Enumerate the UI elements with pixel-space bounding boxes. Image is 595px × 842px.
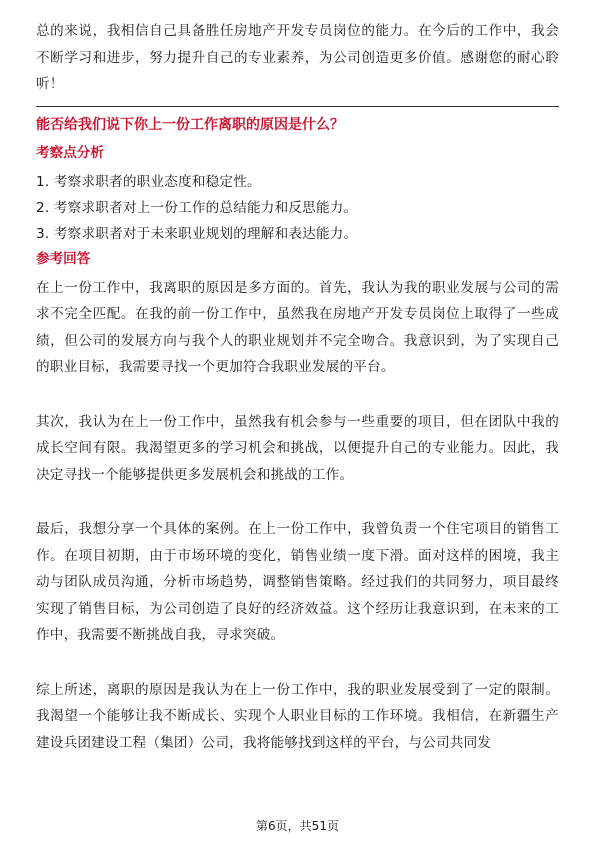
document-page <box>36 18 559 756</box>
page-number: 第6页，共51页 <box>256 819 339 833</box>
analysis-title: 考察点分析 <box>36 144 104 161</box>
intro-paragraph: 总的来说，我相信自己具备胜任房地产开发专员岗位的能力。在今后的工作中，我会不断学习和进步，努力提升自己的专业素养，为公司创造更多价值。感谢您的耐心聆听！ <box>36 23 559 92</box>
analysis-item: 2. 考察求职者对上一份工作的总结能力和反思能力。 <box>36 199 358 216</box>
analysis-item: 3. 考察求职者对于未来职业规划的理解和表达能力。 <box>36 225 358 242</box>
analysis-item: 1. 考察求职者的职业态度和稳定性。 <box>36 173 261 190</box>
answer-paragraph: 最后，我想分享一个具体的案例。在上一份工作中，我曾负责一个住宅项目的销售工作。在项目初期，由于市场环境的变化，销售业绩一度下滑。面对这样的困境，我主动与团队成员沟通，分析市场趋势，调整销售策略。经过我们的共同努力，项目最终实现了销售目标，为公司创造了良好的经济效益。这个经历让我意识到，在未来的工作中，我需要不断挑战自我，寻求突破。 <box>36 521 559 643</box>
answer-paragraph: 其次，我认为在上一份工作中，虽然我有机会参与一些重要的项目，但在团队中我的成长空间有限。我渴望更多的学习机会和挑战，以便提升自己的专业能力。因此，我决定寻找一个能够提供更多发展机会和挑战的工作。 <box>36 413 559 483</box>
answer-title: 参考回答 <box>36 250 91 267</box>
answer-paragraph: 在上一份工作中，我离职的原因是多方面的。首先，我认为我的职业发展与公司的需求不完全匹配。在我的前一份工作中，虽然我在房地产开发专员岗位上取得了一些成绩，但公司的发展方向与我个人的职业规划并不完全吻合。我意识到，为了实现自己的职业目标，我需要寻找一个更加符合我职业发展的平台。 <box>36 279 559 375</box>
answer-paragraph: 综上所述，离职的原因是我认为在上一份工作中，我的职业发展受到了一定的限制。我渴望一个能够让我不断成长、实现个人职业目标的工作环境。我相信，在新疆生产建设兵团建设工程（集团）公司，我将能够找到这样的平台，与公司共同发 <box>36 681 559 751</box>
analysis-list <box>36 169 559 247</box>
answer-body <box>36 275 559 757</box>
question-heading: 能否给我们说下你上一份工作离职的原因是什么？ <box>36 116 344 133</box>
section-divider <box>36 106 559 107</box>
